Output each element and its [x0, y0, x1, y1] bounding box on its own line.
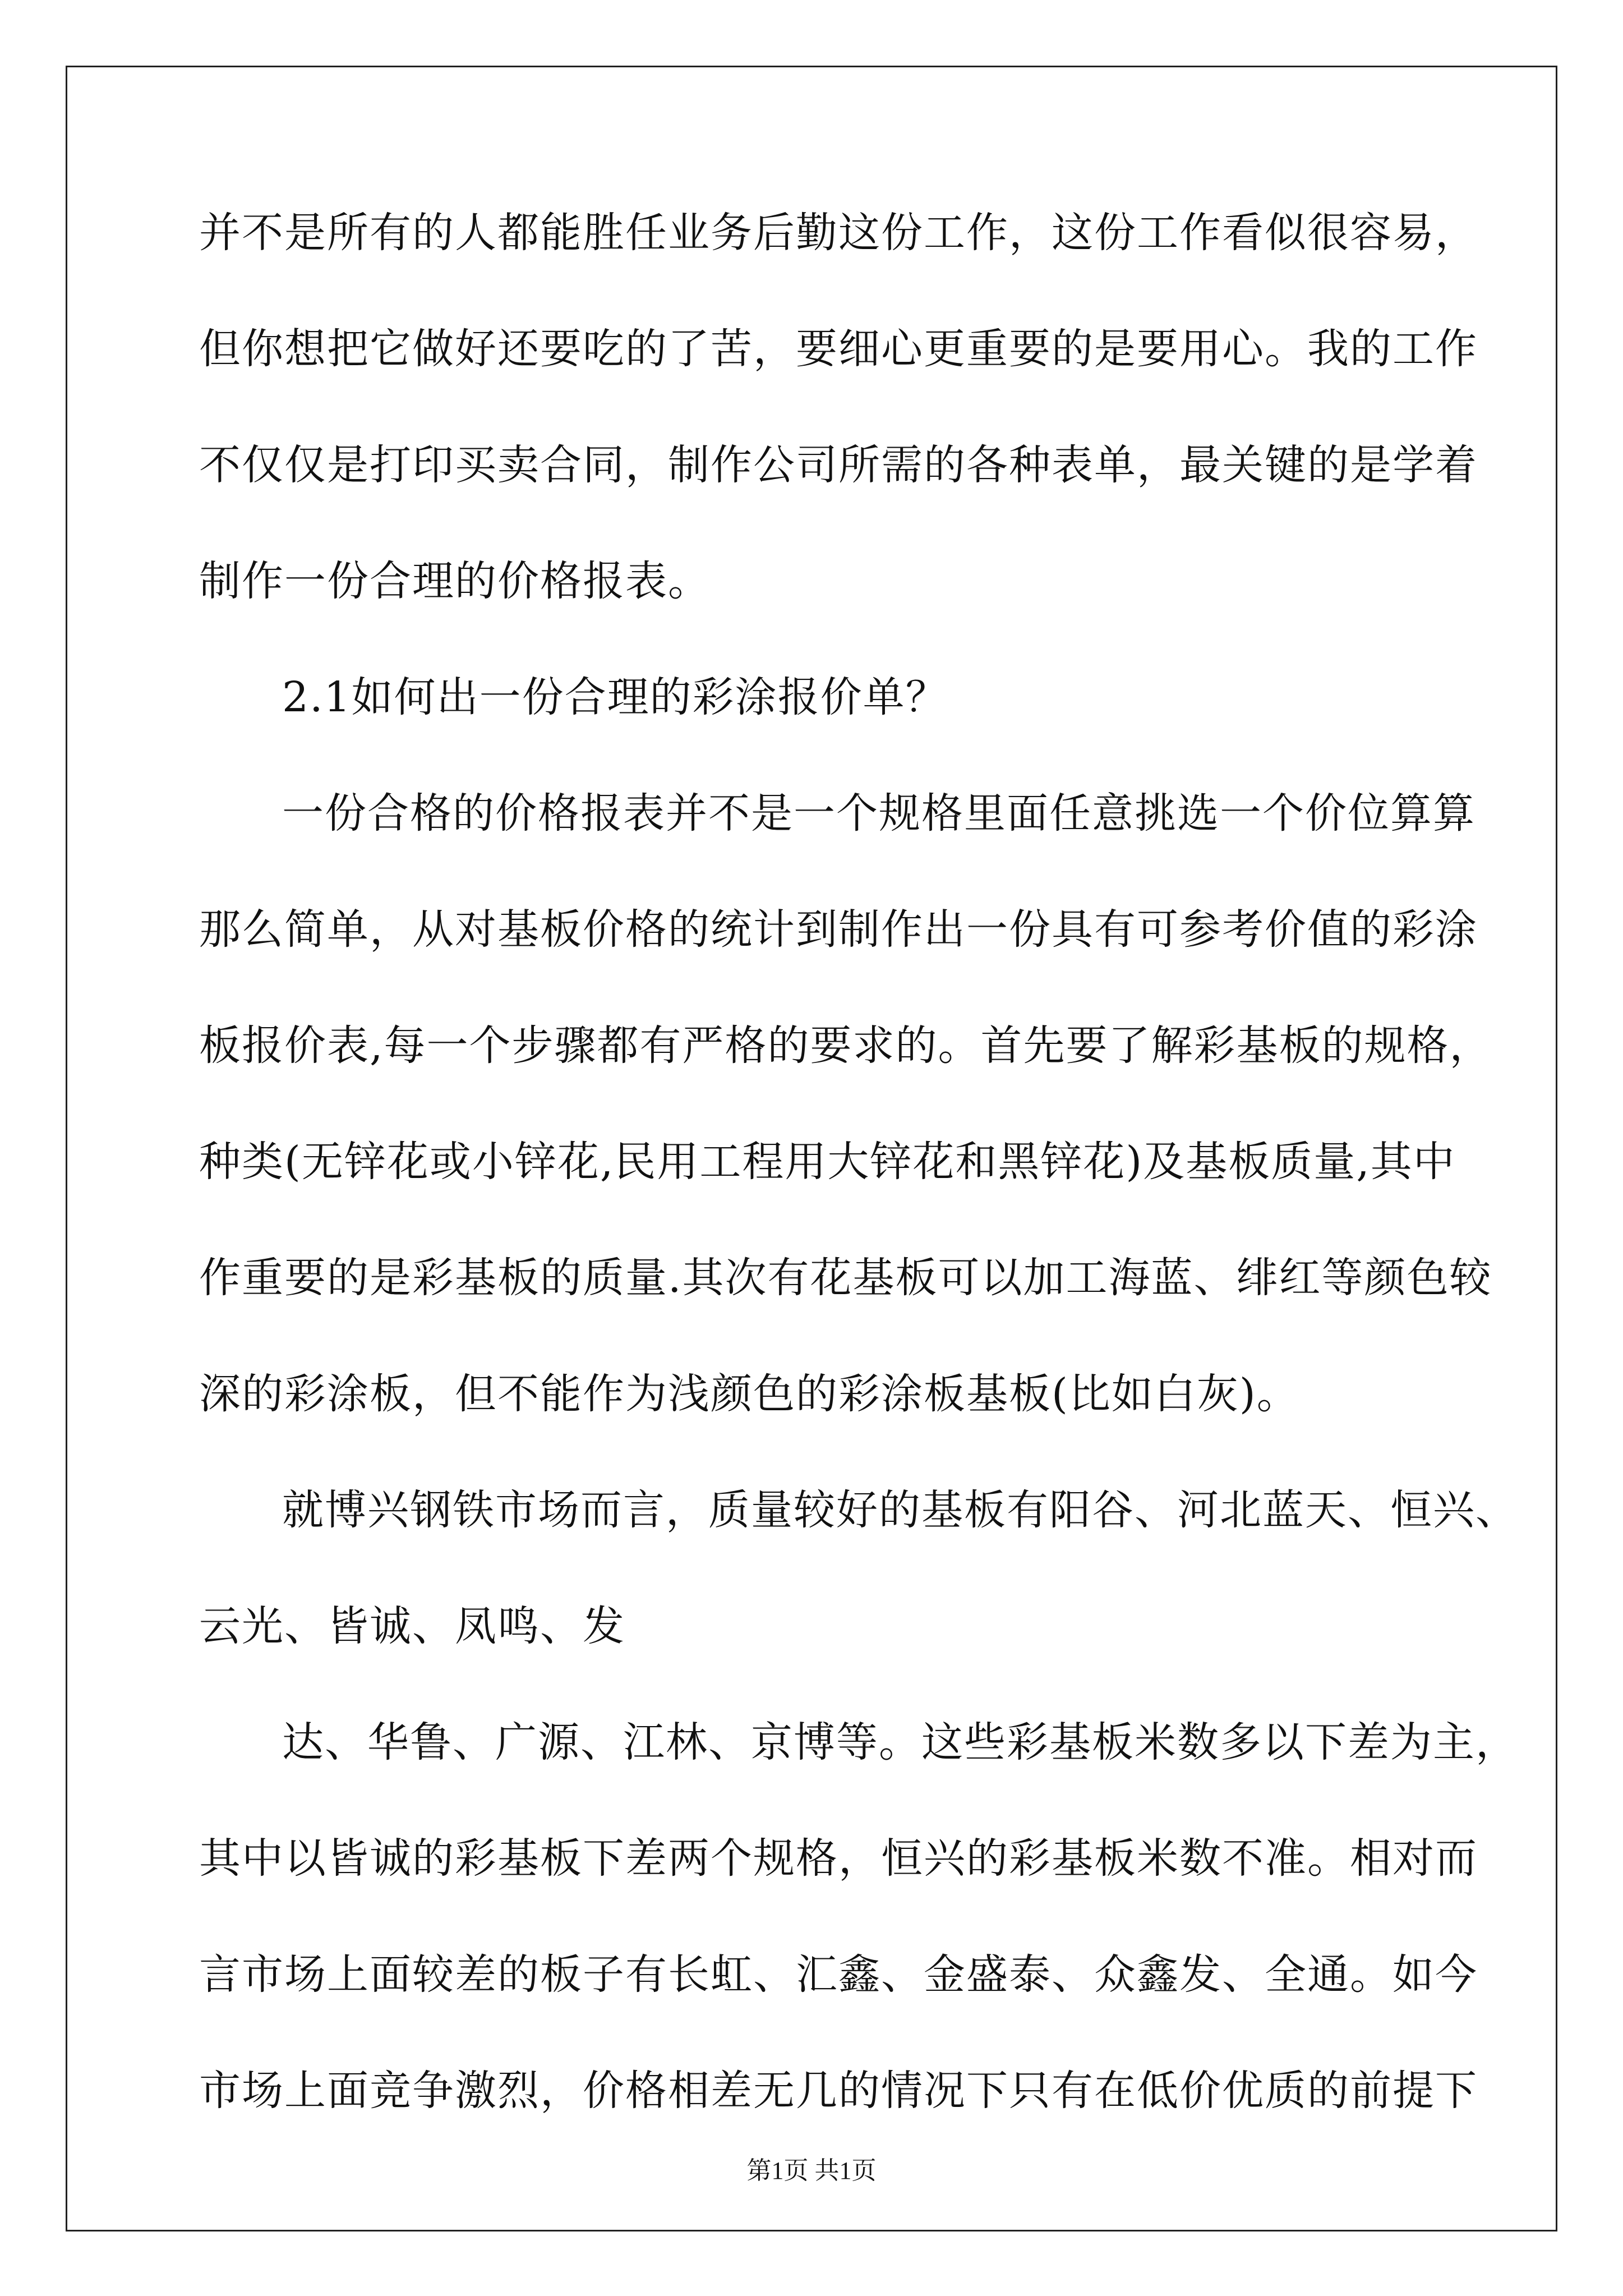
text-line: 作重要的是彩基板的质量.其次有花基板可以加工海蓝、绯红等颜色较 — [199, 1254, 1492, 1302]
text-line: 种类(无锌花或小锌花,民用工程用大锌花和黑锌花)及基板质量,其中 — [199, 1138, 1456, 1186]
text-line: 市场上面竞争激烈，价格相差无几的情况下只有在低价优质的前提下 — [199, 2067, 1478, 2115]
text-line: 就博兴钢铁市场而言，质量较好的基板有阳谷、河北蓝天、恒兴、 — [282, 1486, 1518, 1534]
text-line: 但你想把它做好还要吃的了苦，要细心更重要的是要用心。我的工作 — [199, 325, 1478, 373]
text-line: 其中以皆诚的彩基板下差两个规格，恒兴的彩基板米数不准。相对而 — [199, 1834, 1478, 1883]
text-line: 板报价表,每一个步骤都有严格的要求的。首先要了解彩基板的规格， — [199, 1022, 1492, 1070]
text-line: 云光、皆诚、凤鸣、发 — [199, 1602, 625, 1650]
text-line: 不仅仅是打印买卖合同，制作公司所需的各种表单，最关键的是学着 — [199, 441, 1478, 489]
text-line: 一份合格的价格报表并不是一个规格里面任意挑选一个价位算算 — [282, 789, 1476, 838]
text-line: 深的彩涂板，但不能作为浅颜色的彩涂板基板(比如白灰)。 — [199, 1370, 1299, 1418]
section-heading: 2.1如何出一份合理的彩涂报价单？ — [282, 673, 948, 721]
text-line: 制作一份合理的价格报表。 — [199, 557, 711, 605]
page-footer: 第1页 共1页 — [746, 2157, 877, 2184]
text-line: 并不是所有的人都能胜任业务后勤这份工作，这份工作看似很容易， — [199, 209, 1478, 257]
text-line: 言市场上面较差的板子有长虹、汇鑫、金盛泰、众鑫发、全通。如今 — [199, 1950, 1478, 1999]
text-line: 达、华鲁、广源、江林、京博等。这些彩基板米数多以下差为主， — [282, 1718, 1518, 1766]
text-line: 那么简单，从对基板价格的统计到制作出一份具有可参考价值的彩涂 — [199, 905, 1478, 954]
